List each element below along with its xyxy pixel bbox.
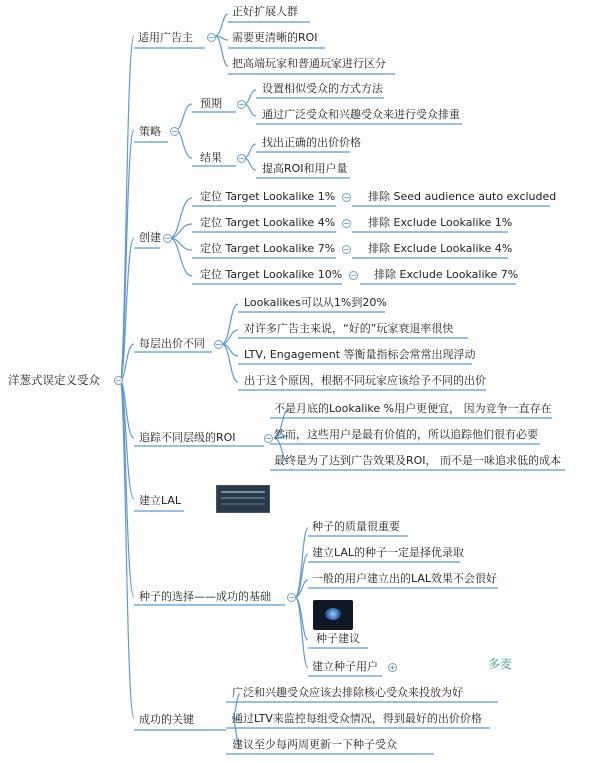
branch-tracking[interactable]: 追踪不同层级的ROI [139,431,236,444]
collapse-create-1-toggle[interactable]: − [343,193,350,202]
create-exclude-2: 排除 Exclude Lookalike 1% [368,216,513,229]
seed-item-last: 建立种子用户 [312,660,378,673]
collapse-tracking-toggle[interactable]: − [265,434,272,443]
branch-strategy[interactable]: 策略 [139,125,161,138]
bidding-item-4: 出于这个原因，根据不同玩家应该给予不同的出价 [244,374,486,387]
collapse-seed-toggle[interactable]: − [288,593,295,602]
collapse-bidding-toggle[interactable]: − [215,340,222,349]
expect-item-1: 设置相似受众的方式方法 [262,82,383,95]
branch-seed[interactable]: 种子的选择——成功的基础 [139,590,271,603]
bidding-item-1: Lookalikes可以从1%到20% [244,296,387,309]
collapse-advertisers-toggle[interactable]: − [208,33,215,42]
keys-item-3: 建议至少每两周更新一下种子受众 [232,738,397,751]
seed-item-1: 种子的质量很重要 [312,520,400,533]
advertisers-item-1: 正好扩展人群 [232,5,298,18]
advertisers-item-2: 需要更清晰的ROI [232,31,318,44]
seed-image-caption: 种子建议 [316,632,360,645]
strategy-expect[interactable]: 预期 [200,97,222,110]
keys-item-1: 广泛和兴趣受众应该去排除核心受众来投放为好 [232,686,463,699]
collapse-create-toggle[interactable]: − [164,234,171,243]
branch-lal[interactable]: 建立LAL [139,494,182,507]
collapse-create-2-toggle[interactable]: − [343,219,350,228]
result-item-2: 提高ROI和用户量 [262,162,348,175]
root-node[interactable]: 洋葱式误定义受众 [8,373,100,387]
branch-bidding[interactable]: 每层出价不同 [139,337,205,350]
branch-keys[interactable]: 成功的关键 [139,713,194,726]
create-exclude-4: 排除 Exclude Lookalike 7% [374,268,519,281]
strategy-result[interactable]: 结果 [200,151,222,164]
create-target-2: 定位 Target Lookalike 4% [200,216,336,229]
create-target-3: 定位 Target Lookalike 7% [200,242,336,255]
create-exclude-3: 排除 Exclude Lookalike 4% [368,242,513,255]
create-target-4: 定位 Target Lookalike 10% [200,268,343,281]
tracking-item-3: 最终是为了达到广告效果及ROI， 而不是一味追求低的成本 [274,454,562,467]
bidding-item-2: 对许多广告主来说，“好的”玩家衰退率很快 [244,322,454,335]
bidding-item-3: LTV, Engagement 等衡量指标会常常出现浮动 [244,348,476,361]
collapse-result-toggle[interactable]: − [238,154,245,163]
expand-seed-users-toggle[interactable]: + [389,663,396,672]
watermark-text: 多麦 [488,657,513,671]
keys-item-2: 通过LTV来监控每组受众情况，得到最好的出价价格 [232,712,482,725]
seed-item-2: 建立LAL的种子一定是择优录取 [312,546,465,559]
tracking-item-1: 不是月底的Lookalike %用户更便宜， 因为竞争一直存在 [274,402,552,415]
branch-create[interactable]: 创建 [139,231,161,244]
collapse-root-toggle[interactable]: − [115,376,122,385]
result-item-1: 找出正确的出价价格 [262,136,361,149]
branch-advertisers[interactable]: 适用广告主 [138,31,193,44]
advertisers-item-3: 把高端玩家和普通玩家进行区分 [232,57,386,70]
tracking-item-2: 然而，这些用户是最有价值的，所以追踪他们很有必要 [274,428,538,441]
collapse-expect-toggle[interactable]: − [238,100,245,109]
collapse-create-3-toggle[interactable]: − [343,245,350,254]
create-exclude-1: 排除 Seed audience auto excluded [368,190,557,203]
seed-item-3: 一般的用户建立出的LAL效果不会很好 [312,572,498,585]
seed-suggestion-image[interactable] [313,600,353,630]
lal-thumbnail-image[interactable] [216,485,270,513]
collapse-create-4-toggle[interactable]: − [350,271,357,280]
collapse-strategy-toggle[interactable]: − [171,127,178,136]
expect-item-2: 通过广泛受众和兴趣受众来进行受众排重 [262,108,460,121]
create-target-1: 定位 Target Lookalike 1% [200,190,336,203]
